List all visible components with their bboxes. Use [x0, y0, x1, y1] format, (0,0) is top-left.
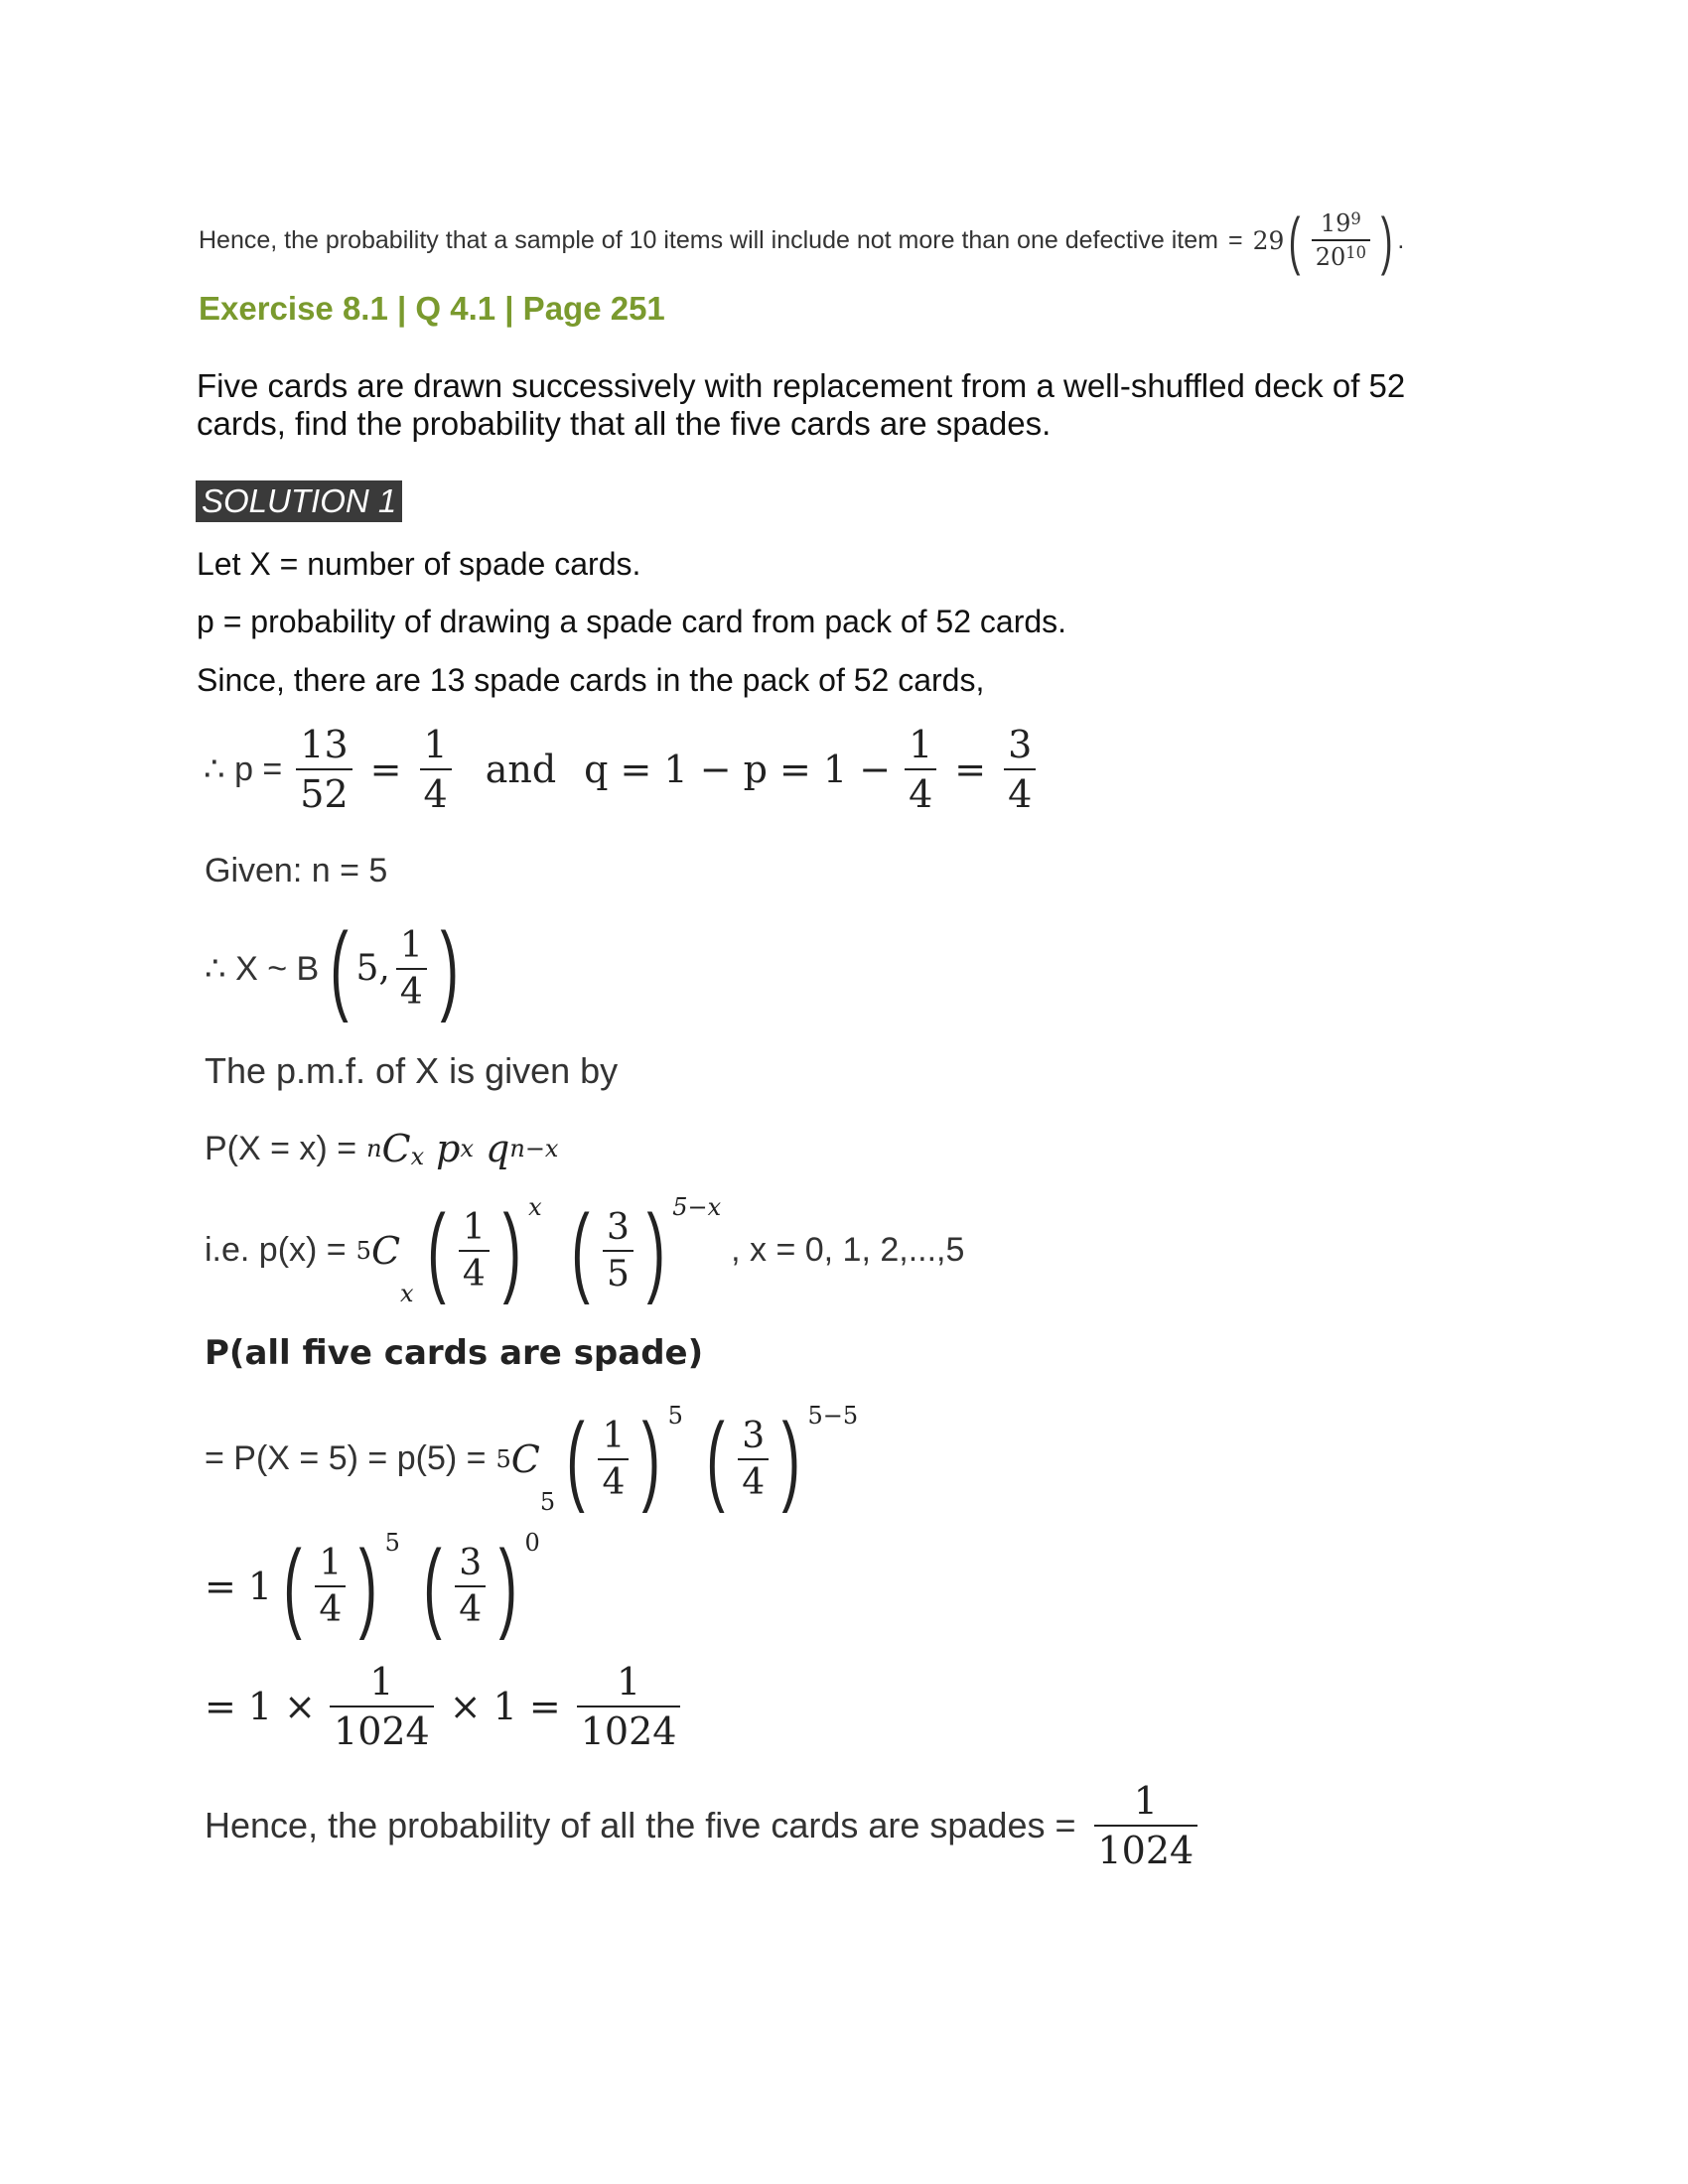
intro-text: Hence, the probability that a sample of 10 items will include not more than one defective item: [199, 225, 1218, 254]
step-2: = 1 ( $\frac{1}{4}$ ) 5 ( $\frac{3}{4}$ ) 0: [205, 1529, 540, 1641]
pmf-intro: The p.m.f. of X is given by: [205, 1050, 619, 1091]
step-3: = 1 × $\frac{1}{1024}$ × 1 = $\frac{1}{1024}$: [205, 1660, 686, 1753]
exercise-heading: Exercise 8.1 | Q 4.1 | Page 251: [199, 290, 665, 327]
intro-right-paren: ): [1380, 205, 1393, 276]
q-fraction-3-4: $\frac{3}{4}$: [1004, 723, 1036, 816]
intro-left-paren: (: [1289, 205, 1301, 276]
solution-badge: SOLUTION 1: [196, 480, 402, 522]
given-line: Given: n = 5: [205, 852, 388, 889]
p-q-equation: ∴ p = $\frac{13}{52}$ = $\frac{1}{4}$ and q = 1 − p = 1 − $\frac{1}{4}$ = $\frac{3}{4}$: [204, 723, 1042, 816]
intro-period: .: [1397, 225, 1405, 254]
pmf-expanded: i.e. p(x) = 5 C x ( $\frac{1}{4}$ ) x ( $\frac{3}{5}$ ) 5−x , x = 0, 1, 2,...,5: [205, 1193, 965, 1307]
intro-coef: 29: [1252, 225, 1285, 255]
let-line: Let X = number of spade cards.: [197, 546, 641, 582]
event-title: P(all five cards are spade): [205, 1333, 704, 1373]
step-1: = P(X = 5) = p(5) = 5 C 5 ( $\frac{1}{4}$ ) 5 ( $\frac{3}{4}$ ) 5−5: [205, 1402, 859, 1516]
distribution-line: ∴ X ~ B ( 5, $\frac{1}{4}$ ): [205, 912, 459, 1024]
question-line-1: Five cards are drawn successively with replacement from a well-shuffled deck of 52: [197, 367, 1406, 404]
question-text: [197, 367, 1405, 443]
pmf-formula: P(X = x) = n C x p x q n−x: [205, 1127, 559, 1170]
intro-eq: =: [1227, 225, 1243, 254]
dist-fraction: $\frac{1}{4}$: [396, 925, 427, 1013]
intro-line: [199, 204, 1404, 277]
question-line-2: cards, find the probability that all the five cards are spades.: [197, 405, 1052, 442]
p-fraction-1-4: $\frac{1}{4}$: [420, 723, 452, 816]
conclusion: Hence, the probability of all the five cards are spades = $\frac{1}{1024}$: [205, 1779, 1203, 1872]
q-fraction-1-4: $\frac{1}{4}$: [905, 723, 936, 816]
intro-fraction: $\frac{199}{2010}$: [1312, 209, 1370, 271]
answer-fraction: $\frac{1}{1024}$: [1094, 1779, 1198, 1872]
p-definition: p = probability of drawing a spade card from pack of 52 cards.: [197, 604, 1067, 639]
since-line: Since, there are 13 spade cards in the pack of 52 cards,: [197, 662, 985, 698]
p-fraction-13-52: $\frac{13}{52}$: [296, 723, 352, 816]
